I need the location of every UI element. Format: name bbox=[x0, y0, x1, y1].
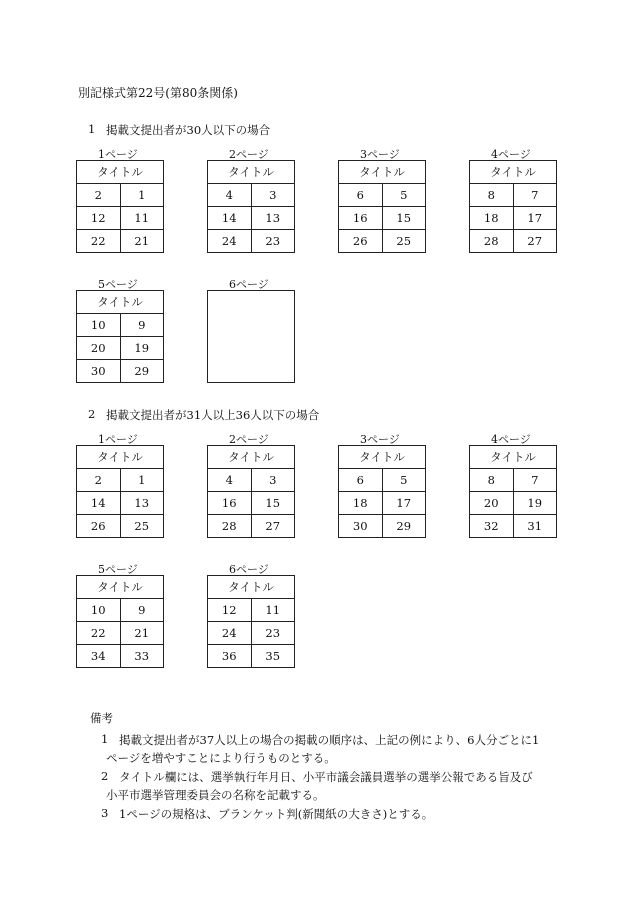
number-cell: 9 bbox=[138, 603, 146, 617]
number-cell: 5 bbox=[400, 188, 408, 202]
page-label: 4ページ bbox=[491, 433, 531, 446]
table-row bbox=[77, 492, 163, 515]
page-layout-table bbox=[469, 445, 557, 538]
page-layout-table bbox=[76, 290, 164, 383]
number-cell: 26 bbox=[77, 515, 121, 537]
note-text: タイトル欄には、選挙執行年月日、小平市議会議員選挙の選挙公報である旨及び bbox=[119, 770, 533, 784]
number-cell: 13 bbox=[134, 496, 150, 510]
number-cell: 19 bbox=[527, 496, 543, 510]
title-cell: タイトル bbox=[208, 446, 294, 469]
page-label: 5ページ bbox=[98, 278, 138, 291]
table-row bbox=[339, 492, 425, 515]
number-cell: 3 bbox=[269, 473, 277, 487]
number-cell: 6 bbox=[339, 184, 383, 206]
page-label: 1ページ bbox=[98, 148, 138, 161]
table-row bbox=[77, 184, 163, 207]
note-text: 掲載文提出者が37人以上の場合の掲載の順序は、上記の例により、6人分ごとに1 bbox=[119, 733, 540, 747]
table-row bbox=[208, 622, 294, 645]
page-layout-table bbox=[207, 445, 295, 538]
number-cell: 36 bbox=[208, 645, 252, 667]
number-cell: 8 bbox=[470, 469, 514, 491]
number-cell: 23 bbox=[265, 626, 281, 640]
number-cell: 14 bbox=[208, 207, 252, 229]
number-cell: 21 bbox=[134, 626, 150, 640]
number-cell: 26 bbox=[339, 230, 383, 252]
page-layout-table bbox=[76, 445, 164, 538]
number-cell: 6 bbox=[339, 469, 383, 491]
page-layout-table bbox=[207, 575, 295, 668]
number-cell: 34 bbox=[77, 645, 121, 667]
notes-heading: 備考 bbox=[90, 711, 113, 725]
number-cell: 1 bbox=[138, 473, 146, 487]
number-cell: 33 bbox=[134, 649, 150, 663]
number-cell: 11 bbox=[134, 211, 150, 225]
number-cell: 28 bbox=[208, 515, 252, 537]
number-cell: 4 bbox=[208, 184, 252, 206]
page-layout-table bbox=[76, 575, 164, 668]
number-cell: 20 bbox=[77, 337, 121, 359]
number-cell: 17 bbox=[527, 211, 543, 225]
number-cell: 12 bbox=[77, 207, 121, 229]
number-cell: 2 bbox=[77, 469, 121, 491]
table-row bbox=[77, 337, 163, 360]
title-cell: タイトル bbox=[339, 446, 425, 469]
title-cell: タイトル bbox=[470, 161, 556, 184]
title-cell: タイトル bbox=[470, 446, 556, 469]
note-number: 1 bbox=[101, 732, 109, 746]
table-row bbox=[339, 515, 425, 537]
number-cell: 29 bbox=[396, 519, 412, 533]
number-cell: 10 bbox=[77, 314, 121, 336]
table-row bbox=[339, 207, 425, 230]
title-cell: タイトル bbox=[77, 161, 163, 184]
number-cell: 32 bbox=[470, 515, 514, 537]
table-row bbox=[77, 599, 163, 622]
section2-heading: 掲載文提出者が31人以上36人以下の場合 bbox=[106, 408, 320, 422]
table-row bbox=[77, 360, 163, 382]
page-label: 3ページ bbox=[360, 433, 400, 446]
table-row bbox=[208, 207, 294, 230]
number-cell: 18 bbox=[470, 207, 514, 229]
number-cell: 10 bbox=[77, 599, 121, 621]
table-row bbox=[339, 230, 425, 252]
table-row bbox=[470, 492, 556, 515]
number-cell: 25 bbox=[396, 234, 412, 248]
table-row bbox=[77, 515, 163, 537]
page-label: 5ページ bbox=[98, 563, 138, 576]
page-label: 6ページ bbox=[229, 278, 269, 291]
table-row bbox=[470, 207, 556, 230]
table-row bbox=[77, 469, 163, 492]
table-row bbox=[470, 515, 556, 537]
number-cell: 18 bbox=[339, 492, 383, 514]
number-cell: 25 bbox=[134, 519, 150, 533]
number-cell: 27 bbox=[527, 234, 543, 248]
page-label: 6ページ bbox=[229, 563, 269, 576]
empty-page-box bbox=[207, 290, 295, 383]
page-layout-table bbox=[76, 160, 164, 253]
note-text: ページを増やすことにより行うものとする。 bbox=[106, 751, 336, 765]
number-cell: 7 bbox=[531, 473, 539, 487]
number-cell: 20 bbox=[470, 492, 514, 514]
number-cell: 19 bbox=[134, 341, 150, 355]
number-cell: 13 bbox=[265, 211, 281, 225]
number-cell: 15 bbox=[396, 211, 412, 225]
table-row bbox=[77, 207, 163, 230]
section1-heading-number: 1 bbox=[88, 122, 96, 136]
number-cell: 27 bbox=[265, 519, 281, 533]
section1-heading: 掲載文提出者が30人以下の場合 bbox=[106, 123, 271, 137]
title-cell: タイトル bbox=[77, 446, 163, 469]
number-cell: 35 bbox=[265, 649, 281, 663]
number-cell: 1 bbox=[138, 188, 146, 202]
number-cell: 3 bbox=[269, 188, 277, 202]
number-cell: 16 bbox=[208, 492, 252, 514]
number-cell: 14 bbox=[77, 492, 121, 514]
number-cell: 22 bbox=[77, 622, 121, 644]
number-cell: 24 bbox=[208, 622, 252, 644]
form-header: 別記様式第22号(第80条関係) bbox=[78, 86, 238, 100]
number-cell: 28 bbox=[470, 230, 514, 252]
table-row bbox=[208, 515, 294, 537]
title-cell: タイトル bbox=[208, 576, 294, 599]
table-row bbox=[470, 230, 556, 252]
note-text: 小平市選挙管理委員会の名称を記載する。 bbox=[106, 788, 325, 802]
note-text: 1ページの規格は、ブランケット判(新聞紙の大きさ)とする。 bbox=[119, 807, 434, 821]
number-cell: 22 bbox=[77, 230, 121, 252]
table-row bbox=[339, 469, 425, 492]
number-cell: 15 bbox=[265, 496, 281, 510]
number-cell: 7 bbox=[531, 188, 539, 202]
number-cell: 21 bbox=[134, 234, 150, 248]
table-row bbox=[208, 645, 294, 667]
section2-heading-number: 2 bbox=[88, 407, 96, 421]
note-number: 3 bbox=[101, 806, 109, 820]
note-number: 2 bbox=[101, 769, 109, 783]
table-row bbox=[208, 230, 294, 252]
number-cell: 4 bbox=[208, 469, 252, 491]
page-layout-table bbox=[338, 445, 426, 538]
number-cell: 17 bbox=[396, 496, 412, 510]
number-cell: 29 bbox=[134, 364, 150, 378]
number-cell: 23 bbox=[265, 234, 281, 248]
page-label: 4ページ bbox=[491, 148, 531, 161]
title-cell: タイトル bbox=[77, 291, 163, 314]
table-row bbox=[339, 184, 425, 207]
number-cell: 30 bbox=[77, 360, 121, 382]
table-row bbox=[77, 645, 163, 667]
table-row bbox=[470, 469, 556, 492]
table-row bbox=[77, 230, 163, 252]
number-cell: 31 bbox=[527, 519, 543, 533]
page-layout-table bbox=[338, 160, 426, 253]
title-cell: タイトル bbox=[339, 161, 425, 184]
page-label: 3ページ bbox=[360, 148, 400, 161]
table-row bbox=[208, 184, 294, 207]
page-label: 1ページ bbox=[98, 433, 138, 446]
number-cell: 30 bbox=[339, 515, 383, 537]
number-cell: 9 bbox=[138, 318, 146, 332]
title-cell: タイトル bbox=[77, 576, 163, 599]
table-row bbox=[208, 599, 294, 622]
table-row bbox=[208, 469, 294, 492]
table-row bbox=[77, 314, 163, 337]
title-cell: タイトル bbox=[208, 161, 294, 184]
number-cell: 12 bbox=[208, 599, 252, 621]
page-layout-table bbox=[469, 160, 557, 253]
table-row bbox=[77, 622, 163, 645]
page-label: 2ページ bbox=[229, 148, 269, 161]
table-row bbox=[208, 492, 294, 515]
number-cell: 2 bbox=[77, 184, 121, 206]
page-label: 2ページ bbox=[229, 433, 269, 446]
number-cell: 11 bbox=[265, 603, 281, 617]
number-cell: 24 bbox=[208, 230, 252, 252]
number-cell: 16 bbox=[339, 207, 383, 229]
number-cell: 8 bbox=[470, 184, 514, 206]
table-row bbox=[470, 184, 556, 207]
page-layout-table bbox=[207, 160, 295, 253]
number-cell: 5 bbox=[400, 473, 408, 487]
